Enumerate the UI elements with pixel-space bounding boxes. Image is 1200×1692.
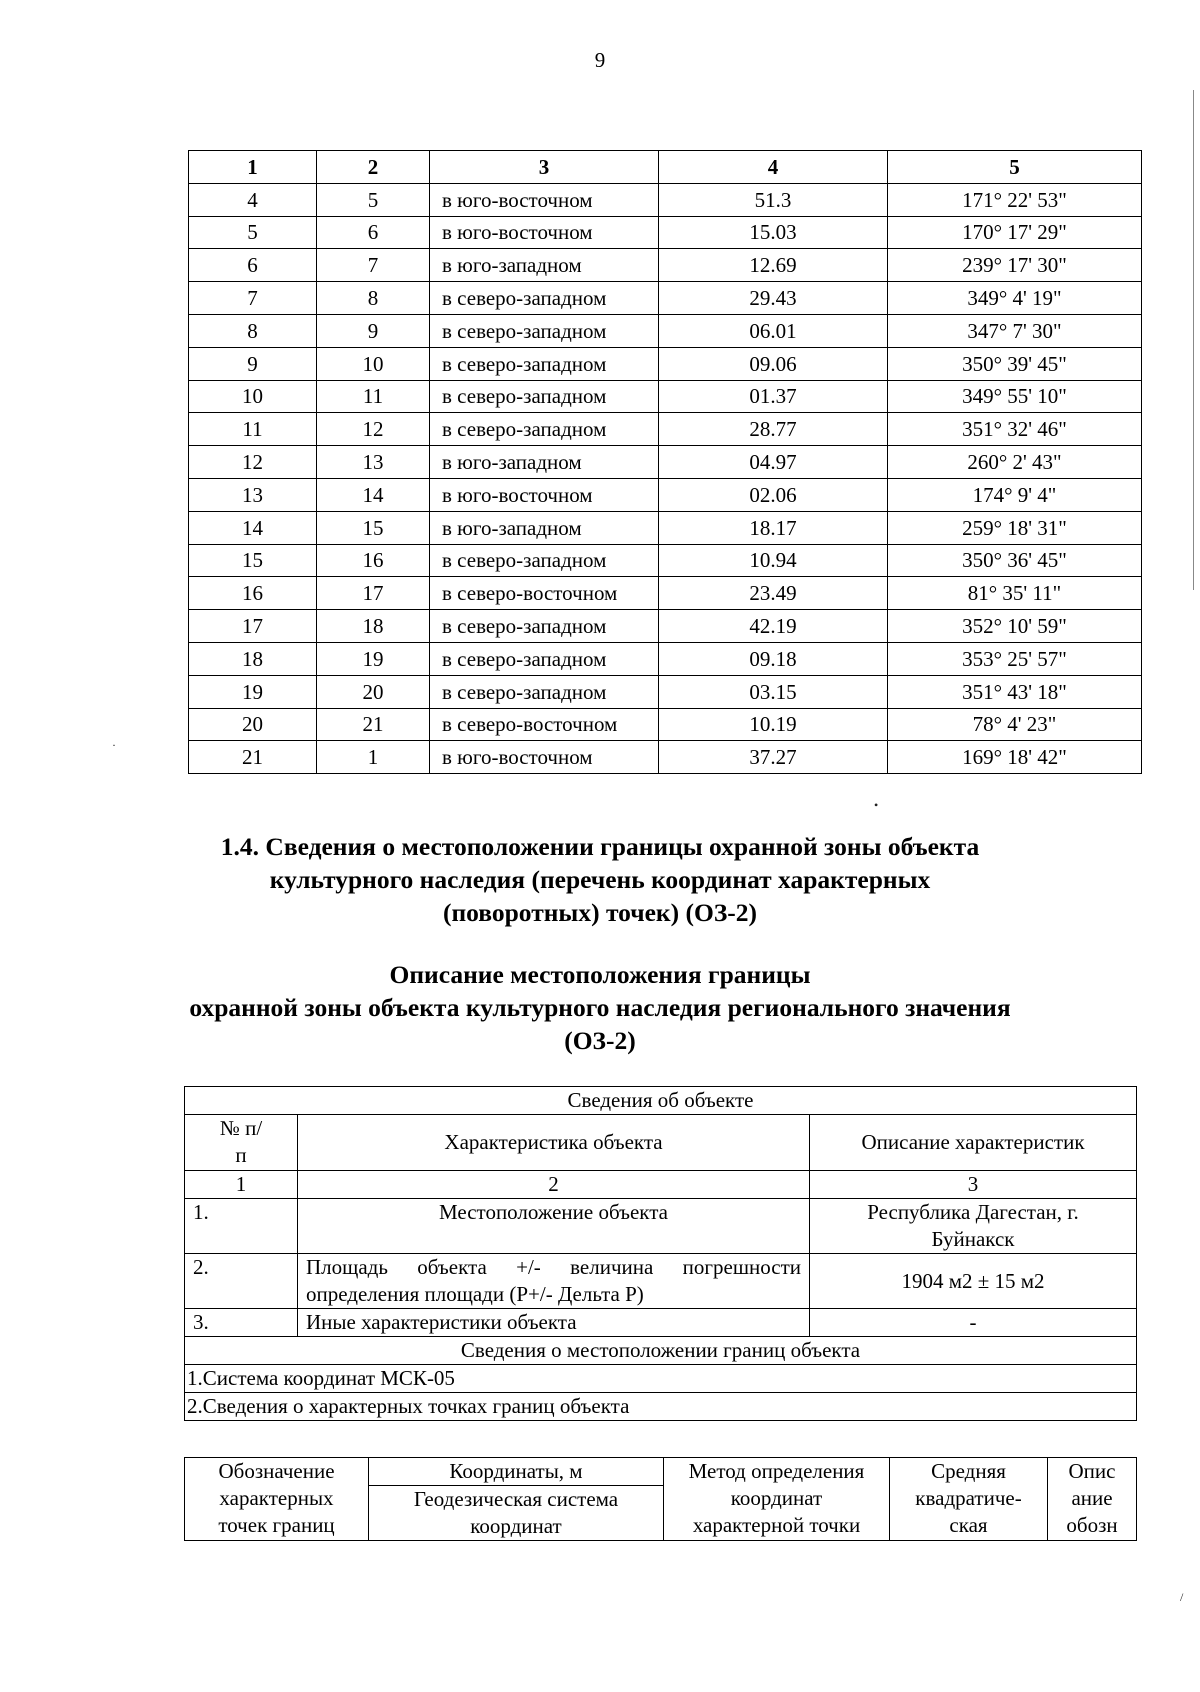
table-row: [189, 741, 1142, 774]
geodetic-line: Геодезическая система: [413, 1487, 619, 1511]
bearings-table-body: [189, 183, 1142, 773]
subheading-line: (ОЗ-2): [564, 1026, 636, 1055]
table-cell: 78° 4' 23": [888, 708, 1142, 741]
table-row: [189, 610, 1142, 643]
table-cell: в северо-западном: [430, 413, 659, 446]
col-number-label: 1: [185, 1171, 298, 1199]
description-cell: -: [810, 1309, 1137, 1337]
table-cell: в юго-западном: [430, 511, 659, 544]
bearings-table: [188, 150, 1142, 774]
table-cell: 18.17: [659, 511, 888, 544]
coordinate-system: 1.Система координат МСК-05: [185, 1365, 1137, 1393]
table-cell: 10.94: [659, 544, 888, 577]
geodetic-line: координат: [470, 1514, 562, 1538]
table-cell: 5: [317, 183, 430, 216]
table-cell: 19: [189, 675, 317, 708]
table-cell: в юго-западном: [430, 446, 659, 479]
table-row: [189, 380, 1142, 413]
table-cell: 347° 7' 30": [888, 314, 1142, 347]
points-header-table: [184, 1457, 1137, 1541]
method-header: [664, 1458, 890, 1541]
table-cell: в северо-западном: [430, 544, 659, 577]
table-cell: 8: [189, 314, 317, 347]
table-cell: 04.97: [659, 446, 888, 479]
col-characteristic-header: Характеристика объекта: [298, 1115, 810, 1171]
table-cell: 6: [189, 249, 317, 282]
table-cell: 17: [317, 577, 430, 610]
table-cell: 351° 32' 46": [888, 413, 1142, 446]
coordinates-header: Координаты, м: [369, 1458, 664, 1486]
table-header-row: [189, 151, 1142, 184]
table-row: [189, 642, 1142, 675]
table-cell: 21: [189, 741, 317, 774]
method-line: характерной точки: [692, 1513, 861, 1537]
table-cell: 171° 22' 53": [888, 183, 1142, 216]
col-description-header: Описание характеристик: [810, 1115, 1137, 1171]
designation-line: характерных: [219, 1486, 334, 1510]
table-cell: 13: [317, 446, 430, 479]
table-cell: 1: [317, 741, 430, 774]
mean-error-header: [890, 1458, 1048, 1541]
table-cell: 01.37: [659, 380, 888, 413]
table-cell: 259° 18' 31": [888, 511, 1142, 544]
row-number: 3.: [185, 1309, 298, 1337]
table-cell: 10.19: [659, 708, 888, 741]
table-row: [185, 1309, 1137, 1337]
table-cell: 170° 17' 29": [888, 216, 1142, 249]
subheading-line: Описание местоположения границы: [389, 960, 811, 989]
table-row: [189, 249, 1142, 282]
characteristic-cell: Местоположение объекта: [298, 1199, 810, 1254]
table-cell: 42.19: [659, 610, 888, 643]
table-cell: 09.06: [659, 347, 888, 380]
table-cell: 29.43: [659, 282, 888, 315]
description-line: обозн: [1066, 1513, 1118, 1537]
table-cell: 18: [189, 642, 317, 675]
mean-line: квадратиче-: [915, 1486, 1022, 1510]
table-cell: в северо-западном: [430, 347, 659, 380]
table-cell: 12: [317, 413, 430, 446]
table-cell: в юго-восточном: [430, 216, 659, 249]
header-cell: 3: [430, 151, 659, 184]
col-number-header: № п/п: [185, 1115, 298, 1171]
subheading: [0, 958, 1200, 1057]
table-cell: в юго-восточном: [430, 741, 659, 774]
description-line: Опис: [1068, 1459, 1116, 1483]
description-cell: Республика Дагестан, г. Буйнакск: [810, 1199, 1137, 1254]
table-cell: 351° 43' 18": [888, 675, 1142, 708]
table-cell: 51.3: [659, 183, 888, 216]
table-cell: в северо-западном: [430, 642, 659, 675]
table-cell: в северо-западном: [430, 380, 659, 413]
boundaries-title: Сведения о местоположении границ объекта: [185, 1337, 1137, 1365]
table-cell: 21: [317, 708, 430, 741]
table-row: [189, 675, 1142, 708]
table-cell: 15: [189, 544, 317, 577]
table-cell: 13: [189, 478, 317, 511]
geodetic-header: [369, 1486, 664, 1541]
table-cell: 14: [189, 511, 317, 544]
table-cell: в северо-восточном: [430, 577, 659, 610]
col-number-label: 3: [810, 1171, 1137, 1199]
table-cell: 09.18: [659, 642, 888, 675]
table-cell: 20: [317, 675, 430, 708]
table-row: [189, 216, 1142, 249]
table-cell: 9: [189, 347, 317, 380]
table-row: [189, 347, 1142, 380]
object-info-table: [184, 1086, 1137, 1421]
table-cell: 6: [317, 216, 430, 249]
characteristic-cell: Иные характеристики объекта: [298, 1309, 810, 1337]
header-cell: 4: [659, 151, 888, 184]
table-row: [185, 1254, 1137, 1309]
table-cell: 169° 18' 42": [888, 741, 1142, 774]
header-cell: 5: [888, 151, 1142, 184]
table-row: [189, 478, 1142, 511]
scan-speck: ·: [112, 738, 116, 752]
table-row: [189, 708, 1142, 741]
table-cell: 349° 4' 19": [888, 282, 1142, 315]
scan-speck: /: [1180, 1590, 1184, 1604]
table-row: [189, 413, 1142, 446]
table-cell: 7: [189, 282, 317, 315]
table-cell: 10: [189, 380, 317, 413]
table-cell: 350° 39' 45": [888, 347, 1142, 380]
table-cell: 37.27: [659, 741, 888, 774]
table-cell: 19: [317, 642, 430, 675]
table-cell: 174° 9' 4": [888, 478, 1142, 511]
section-heading-line: (поворотных) точек) (ОЗ-2): [442, 898, 758, 927]
table-cell: 16: [317, 544, 430, 577]
table-cell: 03.15: [659, 675, 888, 708]
description-cell: 1904 м2 ± 15 м2: [810, 1254, 1137, 1309]
table-cell: 15: [317, 511, 430, 544]
table-cell: 9: [317, 314, 430, 347]
description-line: ание: [1071, 1486, 1113, 1510]
header-cell: 2: [317, 151, 430, 184]
table-cell: 352° 10' 59": [888, 610, 1142, 643]
mean-line: Средняя: [931, 1459, 1006, 1483]
table-cell: 350° 36' 45": [888, 544, 1142, 577]
table-cell: 28.77: [659, 413, 888, 446]
table-cell: 17: [189, 610, 317, 643]
table-cell: в северо-западном: [430, 282, 659, 315]
characteristic-cell: Площадь объекта +/- величина погрешности определения площади (Р+/- Дельта Р): [298, 1254, 810, 1309]
table-row: [189, 544, 1142, 577]
section-heading-line: 1.4. Сведения о местоположении границы охранной зоны объекта: [220, 832, 980, 861]
table-cell: 11: [317, 380, 430, 413]
table-cell: 12.69: [659, 249, 888, 282]
table-cell: 5: [189, 216, 317, 249]
table-cell: 23.49: [659, 577, 888, 610]
table-row: [189, 511, 1142, 544]
subheading-line: охранной зоны объекта культурного наследия регионального значения: [189, 993, 1011, 1022]
header-cell: 1: [189, 151, 317, 184]
table-cell: в северо-западном: [430, 610, 659, 643]
table-cell: 02.06: [659, 478, 888, 511]
designation-line: точек границ: [218, 1513, 335, 1537]
table-row: [185, 1199, 1137, 1254]
scan-speck: •: [874, 798, 879, 812]
points-info: 2.Сведения о характерных точках границ объекта: [185, 1393, 1137, 1421]
section-heading-line: культурного наследия (перечень координат характерных: [269, 865, 931, 894]
table-cell: 06.01: [659, 314, 888, 347]
table-cell: 18: [317, 610, 430, 643]
mean-line: ская: [949, 1513, 988, 1537]
section-heading: [0, 830, 1200, 929]
table-cell: 4: [189, 183, 317, 216]
table-cell: 260° 2' 43": [888, 446, 1142, 479]
designation-line: Обозначение: [218, 1459, 335, 1483]
description-header: [1048, 1458, 1137, 1541]
table-cell: 353° 25' 57": [888, 642, 1142, 675]
scan-edge-line: [1193, 90, 1194, 590]
table-cell: 11: [189, 413, 317, 446]
table-row: [189, 282, 1142, 315]
method-line: координат: [730, 1486, 823, 1510]
table-cell: в юго-западном: [430, 249, 659, 282]
table-cell: 15.03: [659, 216, 888, 249]
table-cell: 10: [317, 347, 430, 380]
table-cell: 349° 55' 10": [888, 380, 1142, 413]
method-line: Метод определения: [688, 1459, 865, 1483]
table-cell: 239° 17' 30": [888, 249, 1142, 282]
table-cell: 14: [317, 478, 430, 511]
table-row: [189, 577, 1142, 610]
table-cell: 8: [317, 282, 430, 315]
table-cell: 20: [189, 708, 317, 741]
col-number-label: 2: [298, 1171, 810, 1199]
table-row: [189, 314, 1142, 347]
designation-header: [185, 1458, 369, 1541]
table-cell: 12: [189, 446, 317, 479]
table-row: [189, 446, 1142, 479]
table-cell: в юго-восточном: [430, 478, 659, 511]
row-number: 1.: [185, 1199, 298, 1254]
table-cell: в юго-восточном: [430, 183, 659, 216]
table-cell: в северо-западном: [430, 675, 659, 708]
table-cell: в северо-западном: [430, 314, 659, 347]
page-number: 9: [594, 48, 606, 72]
object-table-title: Сведения об объекте: [185, 1087, 1137, 1115]
row-number: 2.: [185, 1254, 298, 1309]
table-cell: в северо-восточном: [430, 708, 659, 741]
table-row: [189, 183, 1142, 216]
table-cell: 81° 35' 11": [888, 577, 1142, 610]
table-cell: 16: [189, 577, 317, 610]
table-cell: 7: [317, 249, 430, 282]
